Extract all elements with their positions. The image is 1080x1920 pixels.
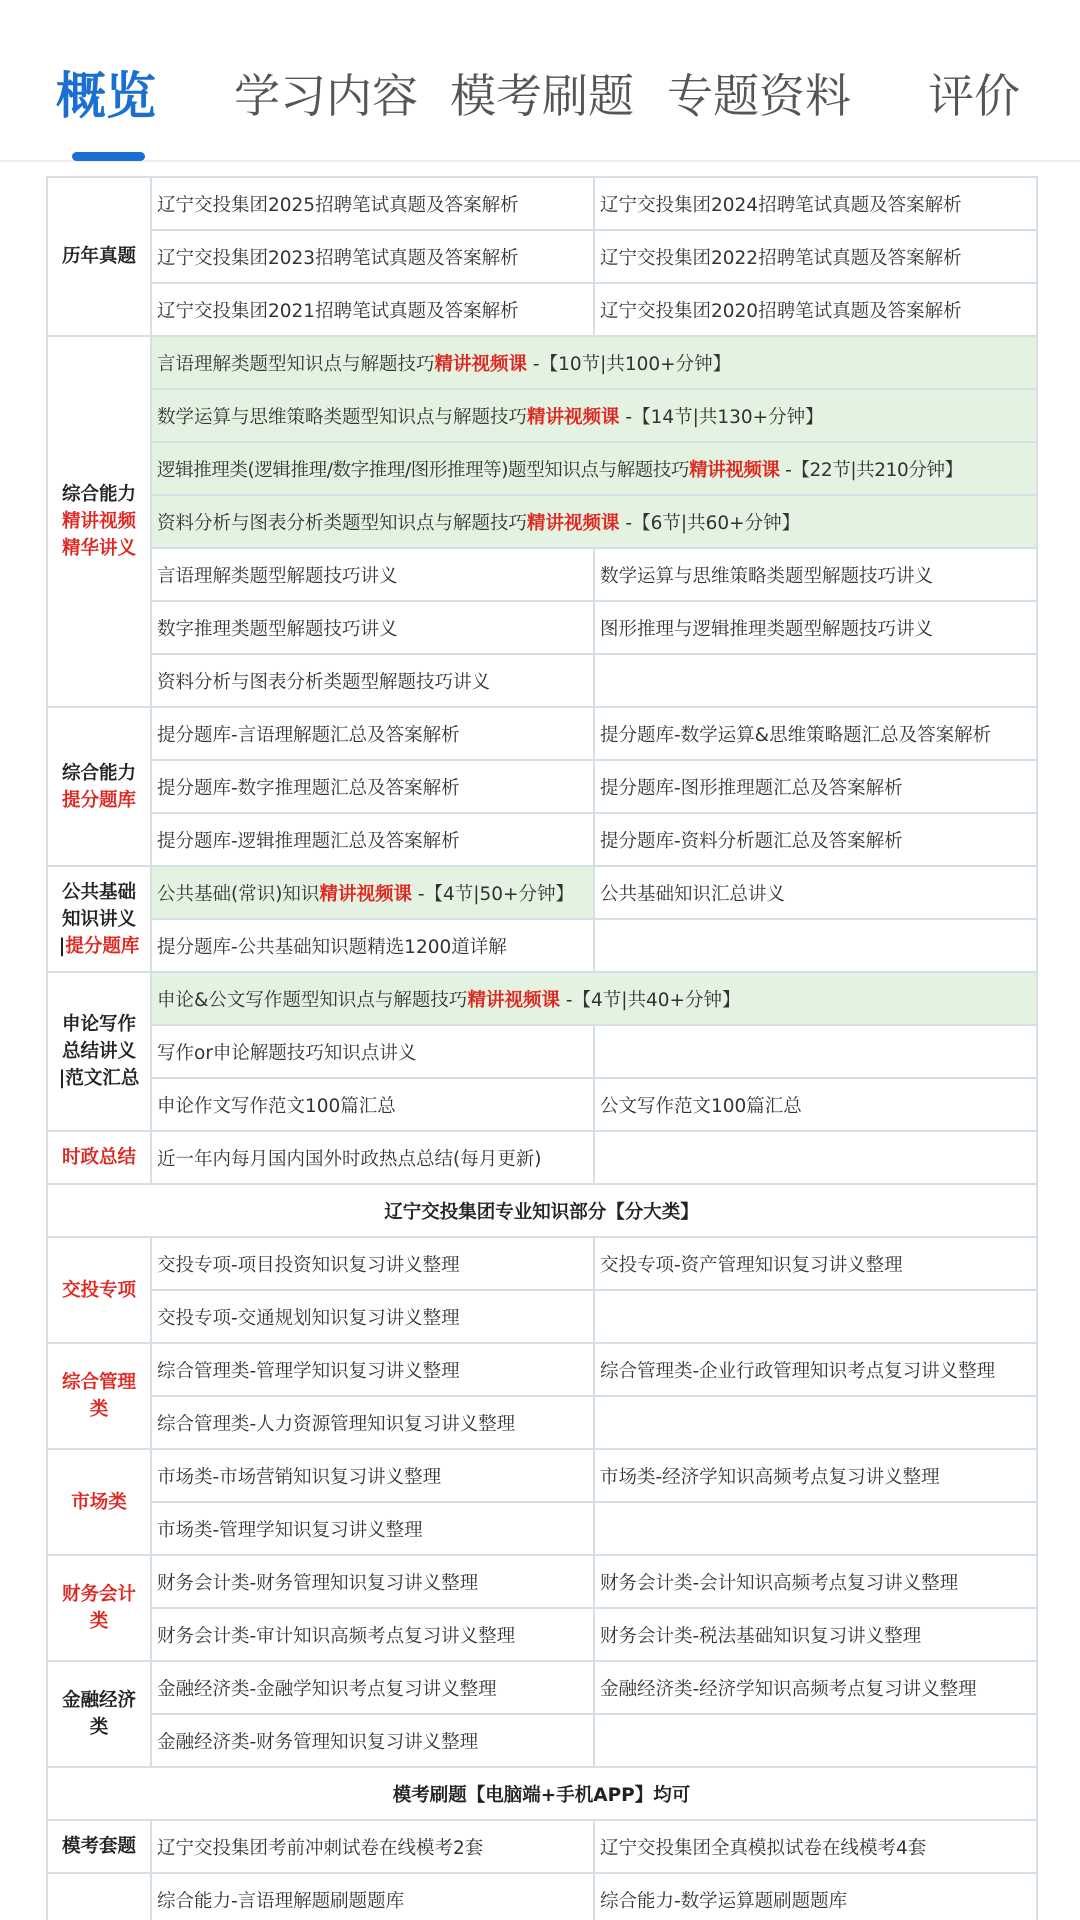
table-row [47,1555,1037,1608]
table-row [47,1396,1037,1449]
list-item[interactable]: 财务会计类-审计知识高频考点复习讲义整理 [151,1608,594,1661]
course-content-table [46,176,1036,1920]
list-item[interactable]: 市场类-管理学知识复习讲义整理 [151,1502,594,1555]
table-row [47,1343,1037,1396]
table-row [47,972,1037,1025]
list-item[interactable]: 辽宁交投集团2020招聘笔试真题及答案解析 [594,283,1037,336]
category-ability-bank [47,707,151,866]
list-item[interactable]: 数学运算与思维策略类题型解题技巧讲义 [594,548,1037,601]
video-course-item[interactable] [151,336,1037,389]
video-course-item[interactable] [151,389,1037,442]
list-item[interactable]: 交投专项-交通规划知识复习讲义整理 [151,1290,594,1343]
video-meta: -【4节|共40+分钟】 [559,989,741,1011]
category-management [47,1343,151,1449]
table-row [47,283,1037,336]
category-ability-video [47,336,151,707]
category-line: 公共基础 [61,881,136,903]
category-line: |范文汇总 [58,1068,140,1089]
category-line: 知识讲义 [61,908,136,930]
category-line: 类 [89,1611,109,1632]
video-meta: -【4节|50+分钟】 [411,883,575,905]
video-meta: -【10节|共100+分钟】 [527,353,732,375]
category-line: 金融经济 [61,1690,136,1711]
active-tab-indicator [72,152,145,161]
hot-label: 精讲视频课 [467,989,560,1011]
list-item[interactable]: 综合能力-言语理解题刷题题库 [151,1873,594,1920]
empty-cell [594,1502,1037,1555]
empty-cell [594,654,1037,707]
empty-cell [594,919,1037,972]
category-line-red: 精讲视频 [61,511,136,532]
list-item[interactable]: 辽宁交投集团全真模拟试卷在线模考4套 [594,1820,1037,1873]
table-row [47,1290,1037,1343]
category-line: 财务会计 [61,1584,136,1605]
table-row [47,177,1037,230]
list-item[interactable]: 财务会计类-税法基础知识复习讲义整理 [594,1608,1037,1661]
video-title: 申论&公文写作题型知识点与解题技巧 [157,989,468,1011]
list-item[interactable]: 综合管理类-人力资源管理知识复习讲义整理 [151,1396,594,1449]
table-row [47,1025,1037,1078]
video-course-item[interactable] [151,442,1037,495]
table-row [47,1608,1037,1661]
category-marketing: 市场类 [47,1449,151,1555]
category-finance [47,1661,151,1767]
category-line: 总结讲义 [61,1041,136,1062]
table-row [47,813,1037,866]
category-line-red: 提分题库 [61,789,136,811]
video-title: 公共基础(常识)知识 [157,883,320,905]
tab-mock-exam[interactable]: 模考刷题 [450,69,634,123]
video-title: 资料分析与图表分析类题型知识点与解题技巧 [157,512,528,534]
video-title: 数学运算与思维策略类题型知识点与解题技巧 [157,406,528,428]
list-item[interactable]: 申论作文写作范文100篇汇总 [151,1078,594,1131]
list-item[interactable]: 提分题库-数学运算&思维策略题汇总及答案解析 [594,707,1037,760]
empty-cell [594,1131,1037,1184]
list-item[interactable]: 市场类-经济学知识高频考点复习讲义整理 [594,1449,1037,1502]
section-header-mock: 模考刷题【电脑端+手机APP】均可 [47,1767,1037,1820]
list-item[interactable]: 财务会计类-会计知识高频考点复习讲义整理 [594,1555,1037,1608]
category-public-basics [47,866,151,972]
tab-overview[interactable]: 概览 [56,67,156,125]
table-row [47,1184,1037,1237]
table-row [47,548,1037,601]
list-item[interactable]: 提分题库-数字推理题汇总及答案解析 [151,760,594,813]
list-item[interactable]: 资料分析与图表分析类题型解题技巧讲义 [151,654,594,707]
video-title: 逻辑推理类(逻辑推理/数字推理/图形推理等)题型知识点与解题技巧 [157,459,690,481]
list-item[interactable]: 金融经济类-财务管理知识复习讲义整理 [151,1714,594,1767]
table-row [47,230,1037,283]
list-item[interactable]: 公共基础知识汇总讲义 [594,866,1037,919]
table-row [47,707,1037,760]
list-item[interactable]: 公文写作范文100篇汇总 [594,1078,1037,1131]
table-row [47,919,1037,972]
list-item[interactable]: 提分题库-公共基础知识题精选1200道详解 [151,919,594,972]
table-row [47,1714,1037,1767]
video-course-item[interactable] [151,495,1037,548]
table-row [47,1661,1037,1714]
category-mock-sets: 模考套题 [47,1820,151,1873]
video-meta: -【6节|共60+分钟】 [619,512,801,534]
list-item[interactable]: 提分题库-资料分析题汇总及答案解析 [594,813,1037,866]
list-item[interactable]: 综合能力-数学运算题刷题题库 [594,1873,1037,1920]
table-row [47,389,1037,442]
table-row [47,442,1037,495]
list-item[interactable]: 言语理解类题型解题技巧讲义 [151,548,594,601]
category-line [51,933,147,960]
list-item[interactable]: 市场类-市场营销知识复习讲义整理 [151,1449,594,1502]
table-row [47,1873,1037,1920]
category-current-affairs: 时政总结 [47,1131,151,1184]
table-row [47,495,1037,548]
hot-label: 精讲视频课 [527,406,620,428]
category-jiaotou: 交投专项 [47,1237,151,1343]
table-row [47,760,1037,813]
table-row [47,1131,1037,1184]
list-item[interactable]: 综合管理类-管理学知识复习讲义整理 [151,1343,594,1396]
table-row [47,866,1037,919]
video-meta: -【22节|共210分钟】 [779,459,963,481]
category-question-bank [47,1873,151,1920]
list-item[interactable]: 图形推理与逻辑推理类题型解题技巧讲义 [594,601,1037,654]
table-row [47,1078,1037,1131]
list-item[interactable]: 提分题库-言语理解题汇总及答案解析 [151,707,594,760]
table-row [47,1449,1037,1502]
list-item[interactable]: 辽宁交投集团2021招聘笔试真题及答案解析 [151,283,594,336]
video-course-item[interactable] [151,972,1037,1025]
table-row [47,1820,1037,1873]
tab-reviews[interactable]: 评价 [928,69,1020,123]
hot-label: 精讲视频课 [319,883,412,905]
category-line: 类 [89,1399,109,1420]
table-row [47,601,1037,654]
list-item[interactable]: 交投专项-项目投资知识复习讲义整理 [151,1237,594,1290]
empty-cell [594,1714,1037,1767]
category-line-red: 提分题库 [65,935,140,957]
tab-study-content[interactable]: 学习内容 [234,69,418,123]
category-line: 申论写作 [61,1014,136,1035]
list-item[interactable]: 辽宁交投集团考前冲刺试卷在线模考2套 [151,1820,594,1873]
category-line: 综合能力 [61,484,136,505]
tab-special-materials[interactable]: 专题资料 [667,69,851,123]
list-item[interactable]: 交投专项-资产管理知识复习讲义整理 [594,1237,1037,1290]
empty-cell [594,1290,1037,1343]
category-line: 综合能力 [61,762,136,784]
category-essay-writing [47,972,151,1131]
hot-label: 精讲视频课 [689,459,780,481]
video-title: 言语理解类题型知识点与解题技巧 [157,353,435,375]
list-item[interactable]: 财务会计类-财务管理知识复习讲义整理 [151,1555,594,1608]
category-separator: | [58,935,66,957]
section-header-professional: 辽宁交投集团专业知识部分【分大类】 [47,1184,1037,1237]
category-past-exams: 历年真题 [47,177,151,336]
list-item[interactable]: 近一年内每月国内国外时政热点总结(每月更新) [151,1131,594,1184]
video-meta: -【14节|共130+分钟】 [619,406,824,428]
empty-cell [594,1396,1037,1449]
list-item[interactable]: 写作or申论解题技巧知识点讲义 [151,1025,594,1078]
list-item[interactable]: 辽宁交投集团2023招聘笔试真题及答案解析 [151,230,594,283]
table-row [47,654,1037,707]
hot-label: 精讲视频课 [527,512,620,534]
list-item[interactable]: 金融经济类-经济学知识高频考点复习讲义整理 [594,1661,1037,1714]
list-item[interactable]: 辽宁交投集团2024招聘笔试真题及答案解析 [594,177,1037,230]
list-item[interactable]: 金融经济类-金融学知识考点复习讲义整理 [151,1661,594,1714]
category-line: 综合管理 [61,1372,136,1393]
empty-cell [594,1025,1037,1078]
hot-label: 精讲视频课 [434,353,528,375]
list-item[interactable]: 提分题库-逻辑推理题汇总及答案解析 [151,813,594,866]
table-row [47,336,1037,389]
table-row [47,1502,1037,1555]
video-course-item[interactable] [151,866,594,919]
tab-bar [0,0,1080,162]
list-item[interactable]: 数字推理类题型解题技巧讲义 [151,601,594,654]
table-row [47,1767,1037,1820]
category-line: 类 [89,1717,109,1738]
category-accounting [47,1555,151,1661]
list-item[interactable]: 辽宁交投集团2022招聘笔试真题及答案解析 [594,230,1037,283]
list-item[interactable]: 综合管理类-企业行政管理知识考点复习讲义整理 [594,1343,1037,1396]
category-line-red: 精华讲义 [61,538,136,559]
table-row [47,1237,1037,1290]
list-item[interactable]: 提分题库-图形推理题汇总及答案解析 [594,760,1037,813]
list-item[interactable]: 辽宁交投集团2025招聘笔试真题及答案解析 [151,177,594,230]
